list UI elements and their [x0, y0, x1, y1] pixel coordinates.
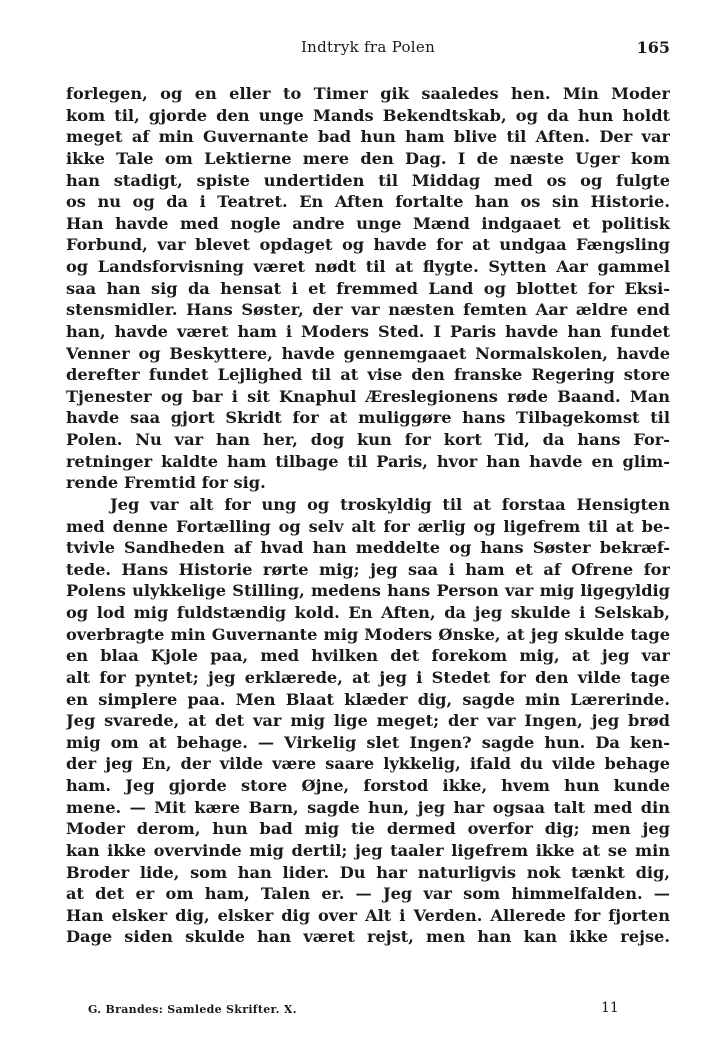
paragraph-start-line: Jeg var alt for ung og troskyldig til at forstaa Hensigten — [110, 494, 670, 514]
text-line: en blaa Kjole paa, med hvilken det forekom mig, at jeg var — [66, 646, 670, 666]
text-line: Venner og Beskyttere, havde gennemgaaet Normalskolen, havde — [66, 343, 670, 363]
text-line: tvivle Sandheden af hvad han meddelte og hans Søster bekræf- — [66, 538, 670, 558]
text-line: og Landsforvisning været nødt til at flygte. Sytten Aar gammel — [66, 257, 670, 276]
text-line: Jeg svarede, at det var mig lige meget; der var Ingen, jeg brød — [66, 711, 670, 731]
text-line: Han elsker dig, elsker dig over Alt i Verden. Allerede for fjorten — [66, 905, 670, 925]
text-line: saa han sig da hensat i et fremmed Land og blottet for Eksi- — [66, 278, 670, 298]
page-number: 165 — [636, 38, 670, 57]
text-line: os nu og da i Teatret. En Aften fortalte han os sin Historie. — [66, 192, 670, 212]
text-line: alt for pyntet; jeg erklærede, at jeg i Stedet for den vilde tage — [66, 667, 670, 687]
text-line: kom til, gjorde den unge Mands Bekendtskab, og da hun holdt — [66, 105, 670, 125]
text-line: en simplere paa. Men Blaat klæder dig, sagde min Lærerinde. — [66, 689, 670, 709]
text-line: og lod mig fuldstændig kold. En Aften, da jeg skulde i Selskab, — [66, 603, 670, 622]
text-line: tede. Hans Historie rørte mig; jeg saa i ham et af Ofrene for — [66, 559, 670, 579]
text-line: han, havde været ham i Moders Sted. I Paris havde han fundet — [66, 321, 670, 341]
text-line: Broder lide, som han lider. Du har naturligvis nok tænkt dig, — [66, 862, 670, 882]
text-line: Tjenester og bar i sit Knaphul Æreslegionens røde Baand. Man — [66, 386, 670, 406]
running-header — [66, 38, 670, 62]
printer-signature: G. Brandes: Samlede Skrifter. X. — [88, 1003, 297, 1016]
sheet-number: 11 — [601, 1000, 619, 1016]
text-line: Moder derom, hun bad mig tie dermed overfor dig; men jeg — [66, 819, 670, 839]
footer — [88, 1000, 628, 1020]
text-line: han stadigt, spiste undertiden til Middag med os og fulgte — [66, 170, 670, 190]
text-line: meget af min Guvernante bad hun ham blive til Aften. Der var — [66, 127, 670, 147]
text-line: at det er om ham, Talen er. — Jeg var som himmelfalden. — — [66, 884, 670, 904]
text-line: mene. — Mit kære Barn, sagde hun, jeg har ogsaa talt med din — [66, 797, 670, 817]
text-line: ikke Tale om Lektierne mere den Dag. I de næste Uger kom — [66, 148, 670, 168]
text-line: Han havde med nogle andre unge Mænd indgaaet et politisk — [66, 213, 670, 233]
text-line: kan ikke overvinde mig dertil; jeg taaler ligefrem ikke at se min — [66, 840, 670, 860]
text-line: Polens ulykkelige Stilling, medens hans Person var mig ligegyldig — [66, 581, 670, 601]
text-line: forlegen, og en eller to Timer gik saaledes hen. Min Moder — [66, 84, 670, 103]
text-line: med denne Fortælling og selv alt for ærlig og ligefrem til at be- — [66, 516, 670, 536]
text-line: overbragte min Guvernante mig Moders Ønske, at jeg skulde tage — [66, 624, 670, 644]
text-line: derefter fundet Lejlighed til at vise den franske Regering store — [66, 365, 670, 385]
body-text — [66, 83, 670, 948]
text-line: der jeg En, der vilde være saare lykkelig, ifald du vilde behage — [66, 754, 670, 774]
text-line: retninger kaldte ham tilbage til Paris, hvor han havde en glim- — [66, 451, 670, 471]
text-line: Forbund, var blevet opdaget og havde for at undgaa Fængsling — [66, 235, 670, 255]
text-line: stensmidler. Hans Søster, der var næsten femten Aar ældre end — [66, 300, 670, 320]
paragraph-end-line: rende Fremtid for sig. — [66, 473, 266, 493]
text-line: ham. Jeg gjorde store Øjne, forstod ikke, hvem hun kunde — [66, 776, 670, 795]
text-line: Polen. Nu var han her, dog kun for kort Tid, da hans For- — [66, 430, 670, 449]
text-line: mig om at behage. — Virkelig slet Ingen? sagde hun. Da ken- — [66, 732, 670, 752]
running-title: Indtryk fra Polen — [300, 38, 436, 56]
text-line: Dage siden skulde han været rejst, men han kan ikke rejse. — [66, 927, 670, 947]
text-line: havde saa gjort Skridt for at muliggøre hans Tilbagekomst til — [66, 408, 670, 428]
